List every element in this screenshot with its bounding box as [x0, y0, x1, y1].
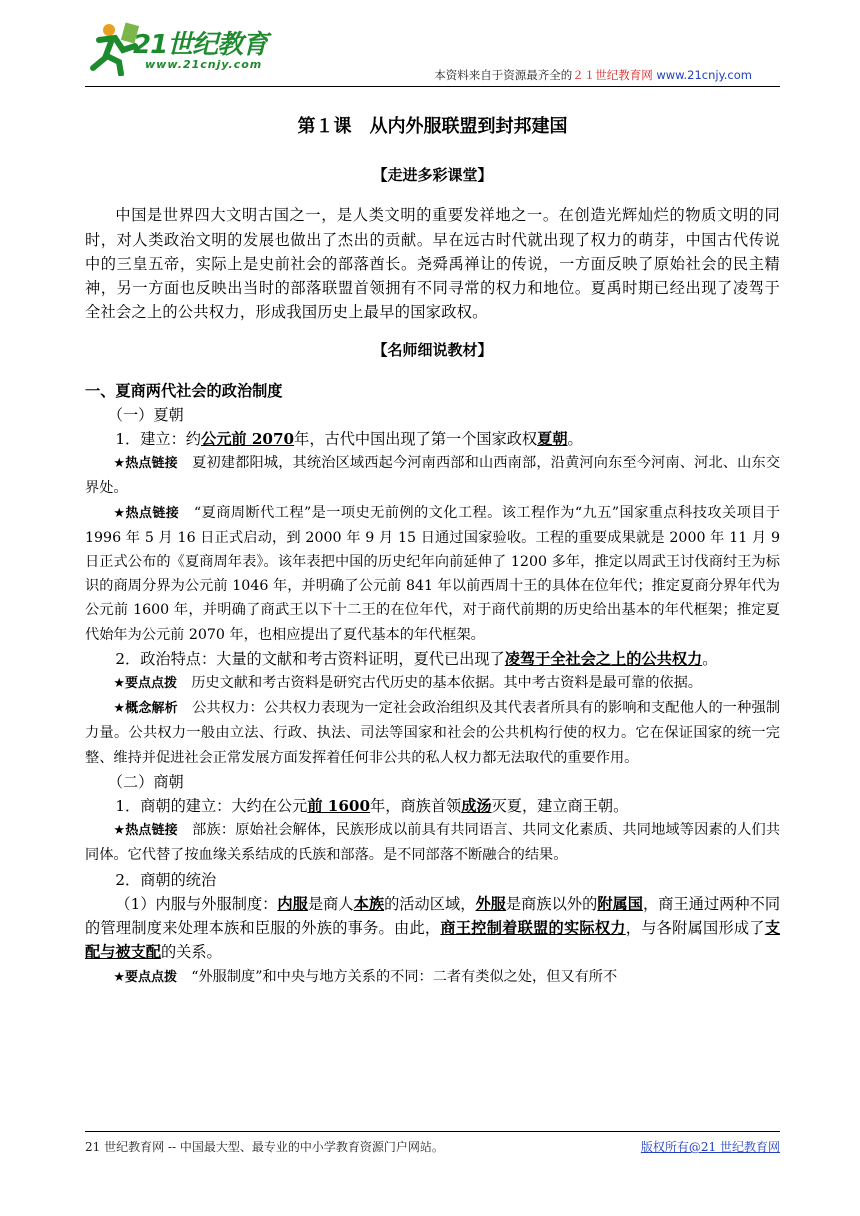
page-header	[85, 18, 780, 88]
key-point-note: ★要点点拨 历史文献和考古资料是研究古代历史的基本依据。其中考古资料是最可靠的依据。	[113, 675, 702, 692]
hot-link-note: ★热点链接 部族：原始社会解体，民族形成以前具有共同语言、共同文化素质、共同地域等因素的人们共同体。它代替了按血缘关系结成的氏族和部落。是不同部落不断融合的结果。	[85, 822, 781, 864]
logo-text: 21世纪教育	[133, 30, 268, 60]
intro-paragraph: 中国是世界四大文明古国之一，是人类文明的重要发祥地之一。在创造光辉灿烂的物质文明的同时，对人类政治文明的发展也做出了杰出的贡献。早在远古时代就出现了权力的萌芽，中国古代传说中的三皇五帝，实际上是史前社会的部落酋长。尧舜禹禅让的传说，一方面反映了原始社会的民主精神，另一方面也反映出当时的部落联盟首领拥有不同寻常的权力和地位。夏禹时期已经出现了凌驾于全社会之上的公共权力，形成我国历史上最早的国家政权。	[85, 206, 780, 322]
subheading-shang: （二）商朝	[107, 772, 184, 791]
shang-founding: 1．商朝的建立：大约在公元前 1600年，商族首领成汤灭夏，建立商王朝。	[115, 797, 629, 816]
concept-note: ★概念解析 公共权力：公共权力表现为一定社会政治组织及其代表者所具有的影响和支配他人的一种强制力量。公共权力一般由立法、行政、执法、司法等国家和社会的公共机构行使的权力。它在保证国家的统一完整、维持并促进社会正常发展方面发挥着任何非公共的私人权力都无法取代的重要作用。	[85, 700, 781, 766]
section-heading-textbook: 【名师细说教材】	[372, 341, 493, 360]
header-url-link[interactable]: www.21cnjy.com	[656, 68, 752, 82]
subheading-xia: （一）夏朝	[107, 405, 184, 424]
footer-divider	[85, 1131, 780, 1132]
footer-text: 21 世纪教育网 -- 中国最大型、最专业的中小学教育资源门户网站。	[85, 1140, 444, 1154]
shang-rule-heading: 2．商朝的统治	[115, 870, 217, 889]
header-site-link[interactable]: ２１世纪教育网	[572, 68, 653, 82]
header-note	[434, 67, 752, 83]
document-body	[85, 115, 780, 990]
header-note-prefix: 本资料来自于资源最齐全的	[434, 68, 573, 82]
footer-copyright-link[interactable]: 版权所有@21 世纪教育网	[640, 1140, 780, 1154]
site-logo	[85, 18, 285, 80]
header-divider	[85, 86, 780, 87]
hot-link-note: ★热点链接 “夏商周断代工程”是一项史无前例的文化工程。该工程作为“九五”国家重点科技攻关项目于 1996 年 5 月 16 日正式启动，到 2000 年 9 月 15 日通过国家验收。工程的重要成果就是 2000 年 11 月 9 日正式公布的《夏商周年表》。该年表把中国的历史纪年向前延伸了 1200 多年，推定以周武王讨伐商纣王为标识的商周分界为公元前 1046 年，并明确了公元前 841 年以前西周十王的具体在位年代；推定夏商分界年代为公元前 1600 年，并明确了商武王以下十二王的在位年代，对于商代前期的历史给出基本的年代框架；推定夏代始年为公元前 2070 年，也相应提出了夏代基本的年代框架。	[85, 504, 781, 643]
topic-heading: 一、夏商两代社会的政治制度	[85, 381, 283, 400]
xia-politics: 2．政治特点：大量的文献和考古资料证明，夏代已出现了凌驾于全社会之上的公共权力。	[115, 649, 718, 668]
hot-link-note: ★热点链接 夏初建都阳城，其统治区域西起今河南西部和山西南部，沿黄河向东至今河南、河北、山东交界处。	[85, 455, 781, 497]
lesson-title: 第１课 从内外服联盟到封邦建国	[297, 116, 568, 137]
xia-founding: 1．建立：约公元前 2070年，古代中国出现了第一个国家政权夏朝。	[115, 430, 583, 449]
shang-inner-outer-system: （1）内服与外服制度：内服是商人本族的活动区域，外服是商族以外的附属国，商王通过两种不同的管理制度来处理本族和臣服的外族的事务。由此，商王控制着联盟的实际权力，与各附属国形成了支配与被支配的关系。	[85, 894, 781, 962]
logo-url: www.21cnjy.com	[145, 58, 263, 71]
section-heading-intro: 【走进多彩课堂】	[372, 166, 493, 185]
key-point-note: ★要点点拨 “外服制度”和中央与地方关系的不同：二者有类似之处，但又有所不	[113, 968, 618, 985]
